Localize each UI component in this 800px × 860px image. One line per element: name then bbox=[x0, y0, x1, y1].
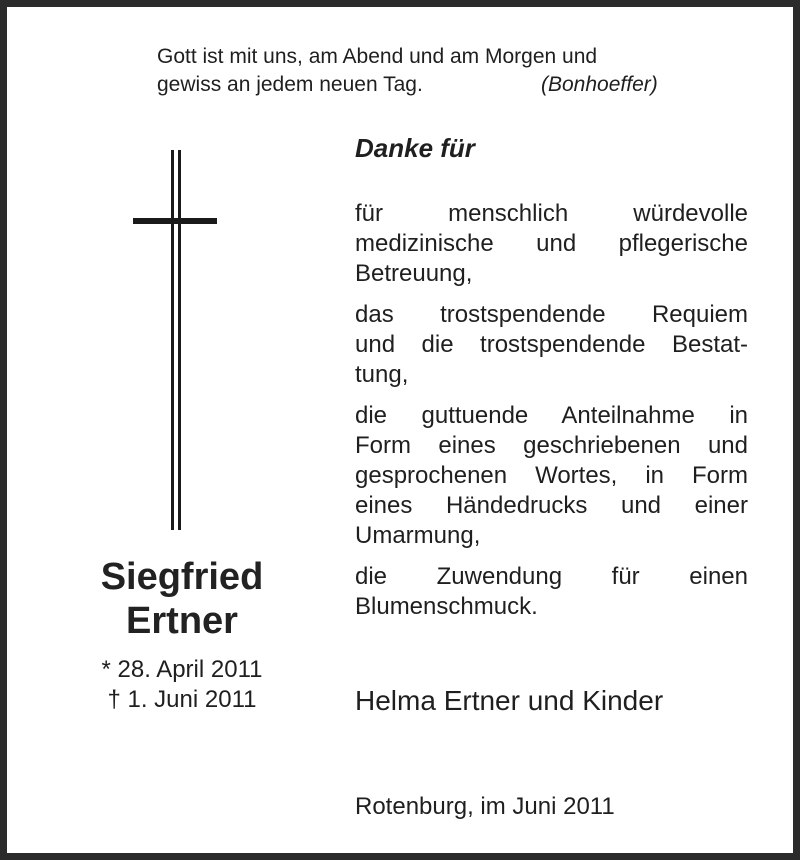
thanks-paragraph bbox=[355, 199, 748, 289]
text-line: gesprochenen Wortes, in Form bbox=[355, 462, 748, 489]
thanks-heading: Danke für bbox=[355, 133, 475, 163]
family-signature: Helma Ertner und Kinder bbox=[355, 685, 664, 716]
text-line: für menschlich würdevolle bbox=[355, 200, 748, 227]
thanks-paragraph bbox=[355, 401, 748, 551]
deceased-name bbox=[37, 555, 327, 643]
thanks-list bbox=[355, 199, 748, 633]
text-line: Betreuung, bbox=[355, 260, 473, 287]
text-line: und die trostspendende Bestat- bbox=[355, 331, 748, 358]
motto-line-2: gewiss an jedem neuen Tag. bbox=[157, 73, 423, 96]
text-line: Form eines geschriebenen und bbox=[355, 432, 748, 459]
text-line: eines Händedrucks und einer bbox=[355, 492, 748, 519]
text-line: Blumenschmuck. bbox=[355, 593, 538, 620]
motto-quote bbox=[157, 43, 658, 99]
text-line: tung, bbox=[355, 361, 409, 388]
cross-icon bbox=[133, 150, 217, 530]
thanks-paragraph bbox=[355, 300, 748, 390]
motto-author: (Bonhoeffer) bbox=[541, 73, 658, 96]
motto-line-1: Gott ist mit uns, am Abend und am Morgen und bbox=[157, 45, 598, 68]
first-name: Siegfried bbox=[100, 556, 264, 598]
thanks-paragraph bbox=[355, 562, 748, 622]
death-date: † 1. Juni 2011 bbox=[107, 686, 257, 713]
life-dates bbox=[37, 655, 327, 715]
last-name: Ertner bbox=[126, 600, 238, 642]
place-date: Rotenburg, im Juni 2011 bbox=[355, 793, 615, 820]
text-line: Umarmung, bbox=[355, 522, 481, 549]
text-line: das trostspendende Requiem bbox=[355, 301, 748, 328]
text-line: die Zuwendung für einen bbox=[355, 563, 748, 590]
text-line: die guttuende Anteilnahme in bbox=[355, 402, 748, 429]
birth-date: * 28. April 2011 bbox=[101, 656, 263, 683]
text-line: medizinische und pflegerische bbox=[355, 230, 748, 257]
